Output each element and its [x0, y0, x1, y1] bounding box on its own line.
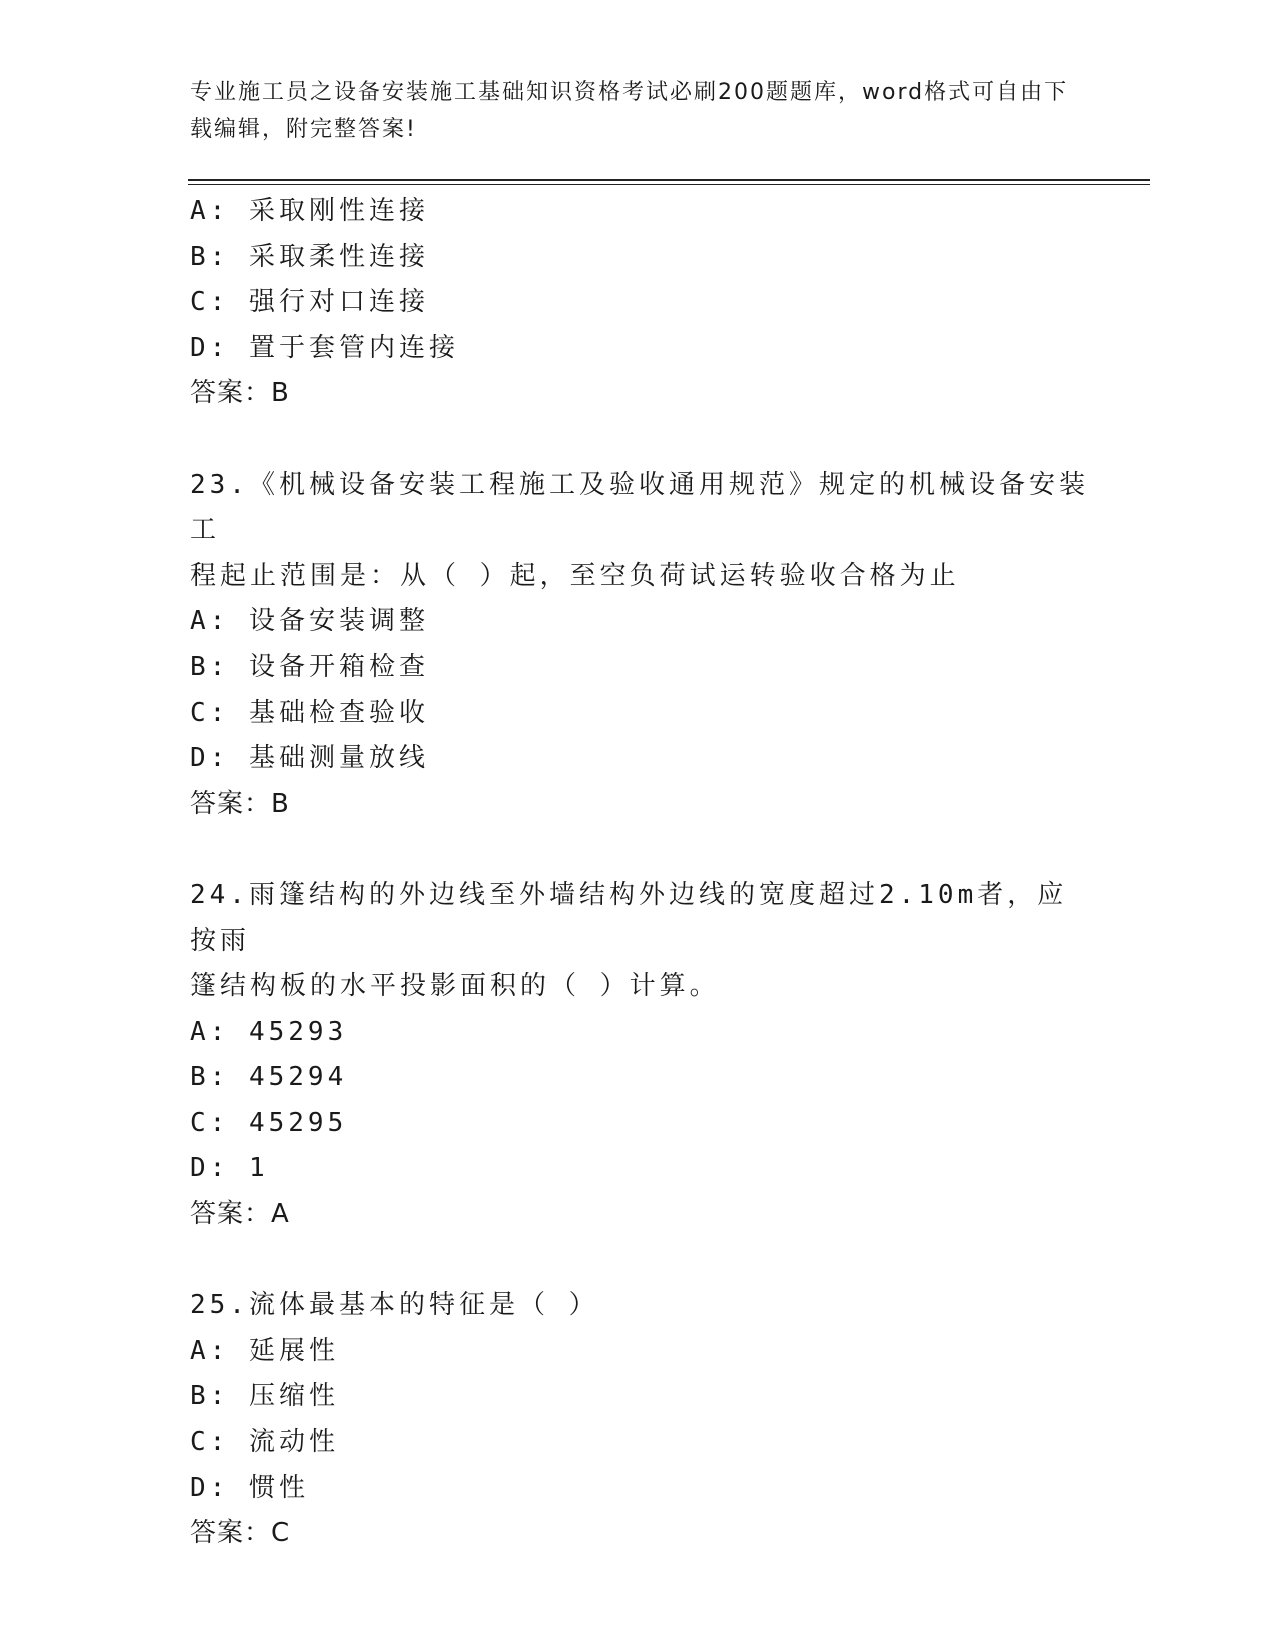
option-b: B: 45294 [190, 1062, 348, 1093]
question-stem-line-2: 程起止范围是：从（ ）起，至空负荷试运转验收合格为止 [190, 560, 960, 591]
question-list [190, 189, 1090, 1557]
question-24 [190, 873, 1090, 1238]
question-stem-line-1: 25.流体最基本的特征是（ ） [190, 1290, 599, 1321]
option-d: D: 基础测量放线 [190, 743, 429, 774]
option-c: C: 流动性 [190, 1427, 339, 1458]
option-a: A: 45293 [190, 1016, 348, 1047]
question-25 [190, 1283, 1090, 1557]
option-d: D: 置于套管内连接 [190, 332, 459, 363]
option-b: B: 设备开箱检查 [190, 651, 429, 682]
question-stem-line-2: 篷结构板的水平投影面积的（ ）计算。 [190, 971, 720, 1002]
option-a: A: 采取刚性连接 [190, 196, 429, 226]
spacer [190, 417, 1090, 463]
spacer [190, 827, 1090, 873]
answer: 答案：B [190, 788, 290, 819]
option-a: A: 设备安装调整 [190, 606, 429, 637]
option-c: C: 45295 [190, 1107, 348, 1138]
option-a: A: 延展性 [190, 1335, 339, 1366]
option-c: C: 强行对口连接 [190, 287, 429, 318]
question-23 [190, 463, 1090, 828]
answer: 答案：B [190, 378, 290, 409]
header-rule-thick [188, 179, 1150, 181]
option-b: B: 采取柔性连接 [190, 241, 429, 272]
answer: 答案：A [190, 1199, 290, 1230]
header-text: 专业施工员之设备安装施工基础知识资格考试必刷200题题库，word格式可自由下载编辑，附完整答案! [190, 80, 1069, 142]
question-22 [190, 189, 1090, 417]
answer: 答案：C [190, 1518, 291, 1549]
document-header [190, 74, 1080, 148]
option-d: D: 惯性 [190, 1472, 309, 1503]
option-d: D: 1 [190, 1153, 269, 1184]
option-c: C: 基础检查验收 [190, 697, 429, 728]
option-b: B: 压缩性 [190, 1381, 339, 1412]
question-stem-line-1: 24.雨篷结构的外边线至外墙结构外边线的宽度超过2.10m者，应按雨 [190, 879, 1068, 956]
spacer [190, 1238, 1090, 1284]
question-stem-line-1: 23.《机械设备安装工程施工及验收通用规范》规定的机械设备安装工 [190, 469, 1089, 546]
header-rule-thin [188, 184, 1150, 185]
